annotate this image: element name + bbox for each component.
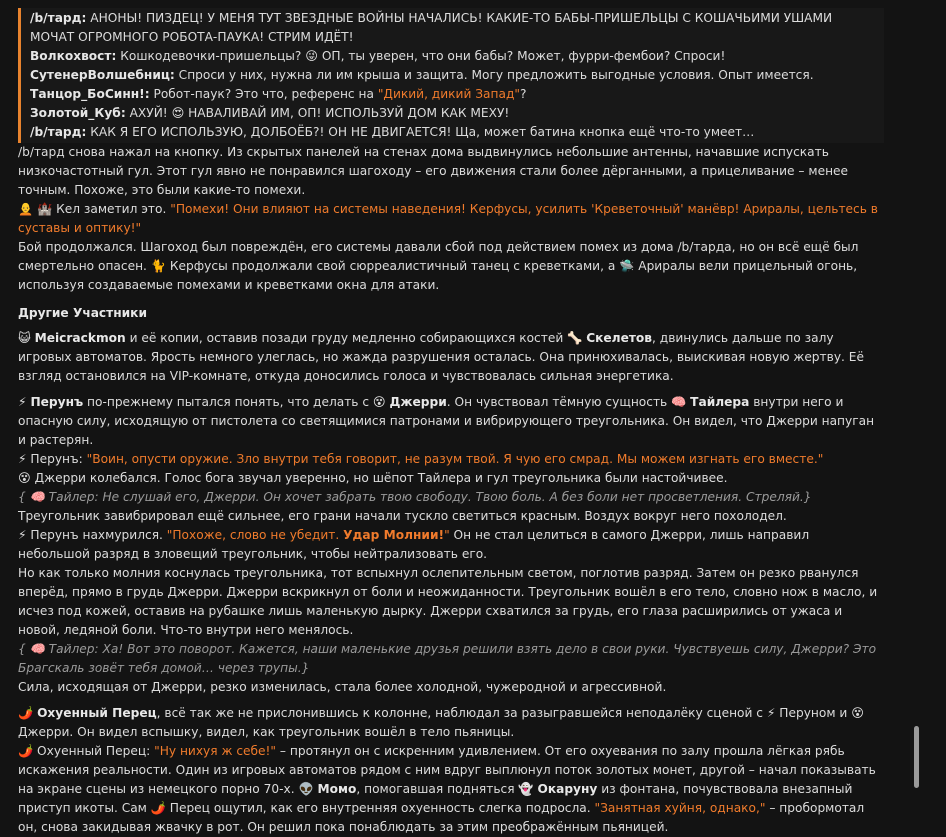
chat-text: ? [520, 87, 527, 101]
narration-paragraph: Треугольник завибрировал ещё сильнее, его грани начали тускло светиться красным. Воздух вокруг него похолодел. [18, 509, 787, 523]
text: , двинулись дальше по залу игровых автоматов. Ярость немного улеглась, но жажда разрушения осталась. Она принюхивалась, выискивая новую жертву. Её взгляд остановился на VIP-комнате, откуда доносились голоса и чувствовалась сильная энергетика. [18, 331, 864, 383]
chat-message [30, 104, 874, 123]
speaker: 🌶️ Охуенный Перец: [18, 744, 155, 758]
speaker: 🧑‍🦲 🏰 Кел заметил это. [18, 202, 171, 216]
chat-message [30, 47, 874, 66]
emoji: 🌶️ [18, 706, 38, 720]
chat-message [30, 85, 874, 104]
narration-paragraph [18, 526, 884, 564]
narration-paragraph: Но как только молния коснулась треугольника, тот вспыхнул ослепительным светом, поглотив разряд. Затем он резко рванулся вперёд, прямо в грудь Джерри. Джерри вскрикнул от боли и неожиданности. Треугольник вошёл в его тело, словно нож в масло, и исчез под кожей, оставив на рубашке лишь маленькую дырку. Джерри схватился за грудь, его глаза расширились от ужаса и новой, ледяной боли. Что-то внутри него менялось. [18, 566, 878, 637]
chat-nick: /b/тард: [30, 11, 87, 25]
dialogue: " [444, 528, 450, 542]
scrollbar-thumb[interactable] [914, 726, 919, 788]
narration-paragraph [18, 742, 884, 837]
character-name: Meicrackmon [34, 331, 126, 345]
text: и её копии, оставив позади груду медленно собирающихся костей 🦴 [125, 331, 587, 345]
dialogue: "Помехи! Они влияют на системы наведения! Керфусы, усилить 'Креветочный' манёвр! Арирaлы, цельтесь в суставы и оптику!" [18, 202, 878, 235]
chat-text: Спроси у них, нужна ли им крыша и защита. Могу предложить выгодные условия. Опыт имеется. [174, 68, 814, 82]
narration-paragraph: /b/тард снова нажал на кнопку. Из скрытых панелей на стенах дома выдвинулись небольшие антенны, начавшие испускать низкочастотный гул. Этот гул явно не понравился шагоходу – его движения стали более дёрганными, а прицеливание – менее точным. Похоже, это были какие-то помехи. [18, 145, 849, 197]
text: – пробормотал он, снова закидывая жвачку в рот. Он решил пока понаблюдать за этим преображённым пьяницей. [18, 801, 865, 834]
emoji: 😺 [18, 331, 35, 345]
character-name: Скелетов [586, 331, 653, 345]
text: по-прежнему пытался понять, что делать с 😵 [83, 395, 390, 409]
narration-paragraph: Сила, исходящая от Джерри, резко изменилась, стала более холодной, чужеродной и агрессивной. [18, 680, 667, 694]
character-name: Охуенный Перец [37, 706, 157, 720]
chat-nick: СутенерВолшебниц: [30, 68, 175, 82]
narration-paragraph [18, 200, 884, 238]
chat-log [18, 8, 884, 837]
speaker: ⚡ Перунъ: [18, 452, 87, 466]
dialogue: "Воин, опусти оружие. Зло внутри тебя говорит, не разум твой. Я чую его смрад. Мы можем изгнать его вместе." [86, 452, 824, 466]
quoted-stream-chat [18, 8, 884, 143]
narration-paragraph: 😵 Джерри колебался. Голос бога звучал уверенно, но шёпот Тайлера и гул треугольника были настойчивее. [18, 471, 728, 485]
chat-nick: Танцор_БоСинн!: [30, 87, 150, 101]
character-name: Перунъ [30, 395, 84, 409]
chat-nick: Волкохвост: [30, 49, 117, 63]
chat-message [30, 9, 874, 47]
chat-nick: Золотой_Куб: [30, 106, 126, 120]
text: , всё так же не прислонившись к колонне, наблюдал за разыгравшейся неподалёку сценой с ⚡ Перуном и 😵 Джерри. Он видел вспышку, видел, как треугольник вошёл в тело пьяницы. [18, 706, 864, 739]
character-name: Окаруну [537, 782, 598, 796]
character-name: Тайлера [690, 395, 750, 409]
narration-paragraph: Бой продолжался. Шагоход был повреждён, его системы давали сбой под действием помех из дома /b/тарда, но он всё ещё был смертельно опасен. 🐈 Керфусы продолжали свой сюрреалистичный танец с креветками, а 🛸 Арирaлы вели прицельный огонь, используя создаваемые помехами и креветками окна для атаки. [18, 240, 859, 292]
dialogue: "Похоже, слово не убедит. [166, 528, 344, 542]
chat-text: АХУЙ! 😍 НАВАЛИВАЙ ИМ, ОП! ИСПОЛЬЗУЙ ДОМ КАК МЕХУ! [125, 106, 510, 120]
narration-paragraph [18, 393, 884, 450]
narration-paragraph [18, 450, 884, 469]
dialogue: "Ну нихуя ж себе!" [154, 744, 277, 758]
character-name: Джерри [389, 395, 447, 409]
chat-text: Робот-паук? Это что, референс на [149, 87, 378, 101]
text: , помогавшая подняться 👻 [356, 782, 538, 796]
narration-paragraph [18, 329, 884, 386]
whisper-text: { 🧠 Тайлер: Ха! Вот это поворот. Кажется, наши маленькие друзья решили взять дело в свои руки. Чувствуешь силу, Джерри? Это Брагскаль зовёт тебя домой… через трупы.} [18, 642, 877, 675]
chat-text: АНОНЫ! ПИЗДЕЦ! У МЕНЯ ТУТ ЗВЕЗДНЫЕ ВОЙНЫ НАЧАЛИСЬ! КАКИЕ-ТО БАБЫ-ПРИШЕЛЬЦЫ С КОШАЧЬИМИ УШАМИ МОЧАТ ОГРОМНОГО РОБОТА-ПАУКА! СТРИМ ИДЁТ! [30, 11, 833, 44]
text: – протянул он с искренним удивлением. От его охуевания по залу прошла лёгкая рябь искажения реальности. Один из игровых автоматов рядом с ним вдруг выплюнул поток золотых монет, другой – начал показывать на экране сцены из немецкого порно 70-х. 👽 [18, 744, 876, 796]
dialogue: "Занятная хуйня, однако," [594, 801, 766, 815]
narration-paragraph [18, 704, 884, 742]
speaker: ⚡ Перунъ нахмурился. [18, 528, 167, 542]
chat-text: Кошкодевочки-пришельцы? 😜 ОП, ты уверен, что они бабы? Может, фурри-фембои? Спроси! [116, 49, 726, 63]
text: из фонтана, почувствовала внезапный приступ икоты. Сам 🌶️ Перец ощутил, как его внутренняя охуенность слегка подросла. [18, 782, 853, 815]
chat-nick: /b/тард: [30, 125, 87, 139]
section-heading: Другие Участники [18, 306, 147, 320]
text: . Он чувствовал тёмную сущность 🧠 [446, 395, 691, 409]
text: внутри него и опасную силу, исходящую от пистолета со светящимися патронами и вибрирующего треугольника. Он видел, что Джерри напуган и растерян. [18, 395, 875, 447]
chat-message [30, 66, 874, 85]
ability-name: Удар Молнии! [343, 528, 445, 542]
character-name: Момо [317, 782, 357, 796]
emoji: ⚡ [18, 395, 31, 409]
chat-text: КАК Я ЕГО ИСПОЛЬЗУЮ, ДОЛБОЁБ?! ОН НЕ ДВИГАЕТСЯ! Ща, может батина кнопка ещё что-то умеет… [86, 125, 755, 139]
chat-message [30, 123, 874, 142]
chat-highlight: "Дикий, дикий Запад" [377, 87, 520, 101]
text: Он не стал целиться в самого Джерри, лишь направил небольшой разряд в зловещий треугольник, чтобы нейтрализовать его. [18, 528, 810, 561]
whisper-text: { 🧠 Тайлер: Не слушай его, Джерри. Он хочет забрать твою свободу. Твою боль. А без боли нет просветления. Стреляй.} [18, 490, 812, 504]
